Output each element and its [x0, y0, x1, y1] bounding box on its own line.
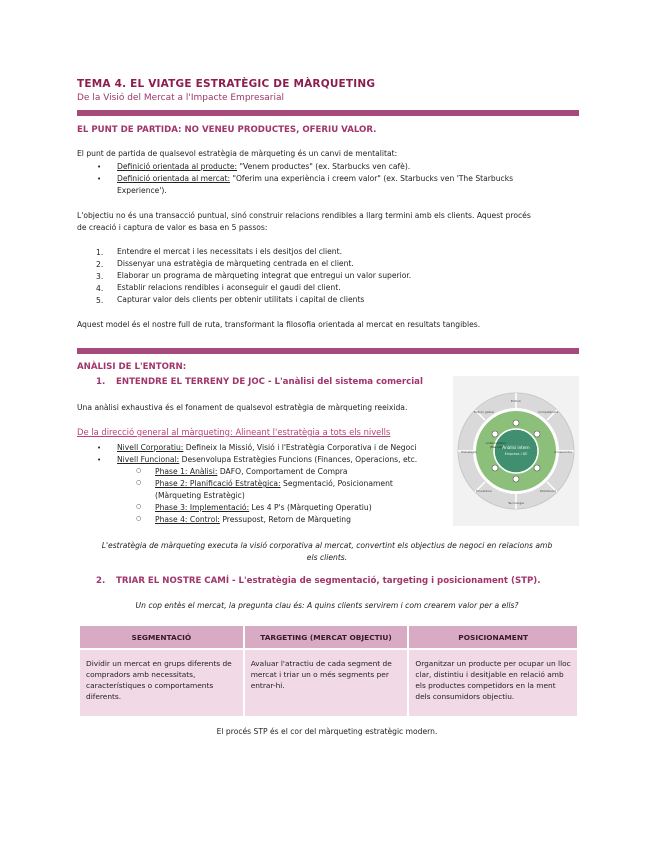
phase-label: Phase 2: Planificació Estratègica:	[155, 479, 281, 488]
phase-text: Pressupost, Retorn de Màrqueting	[219, 515, 351, 524]
bullet-text: "Venem productes" (ex. Starbucks ven cafè).	[237, 162, 411, 171]
step-item: Dissenyar una estratègia de màrqueting centrada en el client.	[117, 259, 354, 268]
bullet-text: "Oferim una experiència i creem valor" (ex. Starbucks ven 'The Starbucks	[230, 174, 514, 183]
sub-bullet-icon: ○	[136, 479, 142, 486]
stp-table	[78, 624, 579, 718]
level-label: Nivell Corporatiu:	[117, 443, 184, 452]
alignment-heading: De la direcció general al màrqueting: Alineant l'estratègia a tots els nivells	[77, 427, 391, 437]
phase-label: Phase 4: Control:	[155, 515, 220, 524]
phase-label: Phase 1: Anàlisi:	[155, 467, 218, 476]
step-number: 2.	[96, 260, 104, 269]
section-heading-environment: ANÀLISI DE L'ENTORN:	[77, 362, 187, 372]
step-item: Establir relacions rendibles i aconseguir el gaudi del client.	[117, 283, 341, 292]
sub-bullet-icon: ○	[136, 515, 142, 522]
table-cell-positioning: Organitzar un producte per ocupar un lloc clar, distintiu i desitjable en relació amb els productes competidors en la ment dels consumidors objectiu.	[409, 650, 577, 716]
table-header-targeting: TARGETING (MERCAT OBJECTIU)	[245, 626, 408, 648]
diagram-outer-label: Proveïdors	[476, 489, 492, 493]
subsection-number: 2.	[96, 576, 106, 586]
stp-footer-note: El procés STP és el cor del màrqueting estratègic modern.	[216, 727, 438, 736]
bullet-label: Definició orientada al producte:	[117, 162, 238, 171]
diagram-center-title: Anàlisi intern	[502, 445, 530, 450]
subsection-number: 1.	[96, 377, 106, 387]
phase-item	[155, 502, 372, 514]
phase-continuation: (Màrqueting Estratègic)	[155, 491, 245, 500]
phase-text: Les 4 P's (Màrqueting Operatiu)	[249, 503, 372, 512]
table-cell-targeting: Avaluar l'atractiu de cada segment de mercat i triar un o més segments per entrar-hi.	[245, 650, 408, 716]
table-cell-segmentation: Dividir un mercat en grups diferents de compradors amb necessitats, característiques o comportaments diferents.	[80, 650, 243, 716]
step-number: 5.	[96, 296, 104, 305]
diagram-outer-label: Entorn	[511, 399, 521, 403]
bullet-icon: •	[97, 175, 102, 183]
bullet-product-definition	[117, 161, 410, 173]
bullet-market-definition	[117, 173, 513, 185]
step-number: 1.	[96, 248, 104, 257]
diagram-center-subtitle: Empresa i DE	[504, 452, 528, 456]
phase-item	[155, 478, 393, 490]
section1-closing: Aquest model és el nostre full de ruta, transformant la filosofia orientada al mercat en resultats tangibles.	[77, 320, 481, 329]
level-text: Desenvolupa Estratègies Funcions (Finances, Operacions, etc.	[179, 455, 418, 464]
level-label: Nivell Funcional:	[117, 455, 180, 464]
diagram-graphic	[453, 376, 579, 526]
section-heading-starting-point: EL PUNT DE PARTIDA: NO VENEU PRODUCTES, OFERIU VALOR.	[77, 125, 377, 135]
section-divider	[77, 348, 579, 354]
phase-text: DAFO, Comportament de Compra	[217, 467, 348, 476]
diagram-center	[494, 429, 538, 473]
diagram-outer-label: Estratègia	[461, 450, 477, 454]
sub-bullet-icon: ○	[136, 503, 142, 510]
diagram-outer-label: Entorn global	[474, 410, 494, 414]
step-number: 3.	[96, 272, 104, 281]
table-header-row	[80, 626, 577, 648]
quote-line2: els clients.	[306, 553, 348, 562]
bullet-icon: •	[97, 163, 102, 171]
table-header-positioning: POSICIONAMENT	[409, 626, 577, 648]
step-item: Entendre el mercat i les necessitats i els desitjos del client.	[117, 247, 343, 256]
stp-question: Un cop entès el mercat, la pregunta clau és: A quins clients servirem i com crearem valor per a ells?	[135, 601, 519, 610]
table-header-segmentation: SEGMENTACIÓ	[80, 626, 243, 648]
phase-label: Phase 3: Implementació:	[155, 503, 250, 512]
table-row	[80, 650, 577, 716]
step-number: 4.	[96, 284, 104, 293]
diagram-inner-label: Anàlisi extern	[485, 441, 507, 445]
diagram-outer-label: Consumidor	[553, 450, 573, 454]
subsection1-intro: Una anàlisi exhaustiva és el fonament de qualsevol estratègia de màrqueting reeixida.	[77, 403, 408, 412]
step-item: Elaborar un programa de màrqueting integrat que entregui un valor superior.	[117, 271, 412, 280]
bullet-icon: •	[97, 456, 102, 464]
step-item: Capturar valor dels clients per obtenir utilitats i capital de clients	[117, 295, 365, 304]
diagram-inner-sublabel: (Mercat)	[489, 445, 503, 449]
diagram-outer-label: Tecnologia	[508, 501, 524, 505]
diagram-outer-label: Distribució	[539, 489, 557, 493]
diagram-outer-label: Competència	[538, 410, 558, 414]
bullet-continuation: Experience').	[117, 186, 167, 195]
phase-item	[155, 466, 348, 478]
sub-bullet-icon: ○	[136, 467, 142, 474]
phase-item	[155, 514, 351, 526]
section1-intro: El punt de partida de qualsevol estratègia de màrqueting és un canvi de mentalitat:	[77, 149, 398, 158]
quote-line1: L'estratègia de màrqueting executa la visió corporativa al mercat, convertint els objectius de negoci en relacions amb	[101, 541, 553, 550]
section1-para2-line1: L'objectiu no és una transacció puntual, sinó construir relacions rendibles a llarg termini amb els clients. Aquest procés	[77, 211, 531, 220]
bullet-icon: •	[97, 444, 102, 452]
level-text: Defineix la Missió, Visió i l'Estratègia Corporativa i de Negoci	[183, 443, 417, 452]
subsection-title-terrain: ENTENDRE EL TERRENY DE JOC - L'anàlisi del sistema comercial	[116, 377, 423, 387]
level-functional	[117, 454, 417, 466]
level-corporate	[117, 442, 417, 454]
section-divider	[77, 110, 579, 116]
section1-para2-line2: de creació i captura de valor es basa en 5 passos:	[77, 223, 268, 232]
phase-text: Segmentació, Posicionament	[280, 479, 393, 488]
page-title: TEMA 4. EL VIATGE ESTRATÈGIC DE MÀRQUETING	[77, 78, 376, 90]
subsection-title-stp: TRIAR EL NOSTRE CAMÍ - L'estratègia de segmentació, targeting i posicionament (STP).	[116, 576, 541, 586]
bullet-label: Definició orientada al mercat:	[117, 174, 231, 183]
page-subtitle: De la Visió del Mercat a l'Impacte Empresarial	[77, 93, 284, 103]
commercial-system-diagram	[453, 376, 579, 526]
